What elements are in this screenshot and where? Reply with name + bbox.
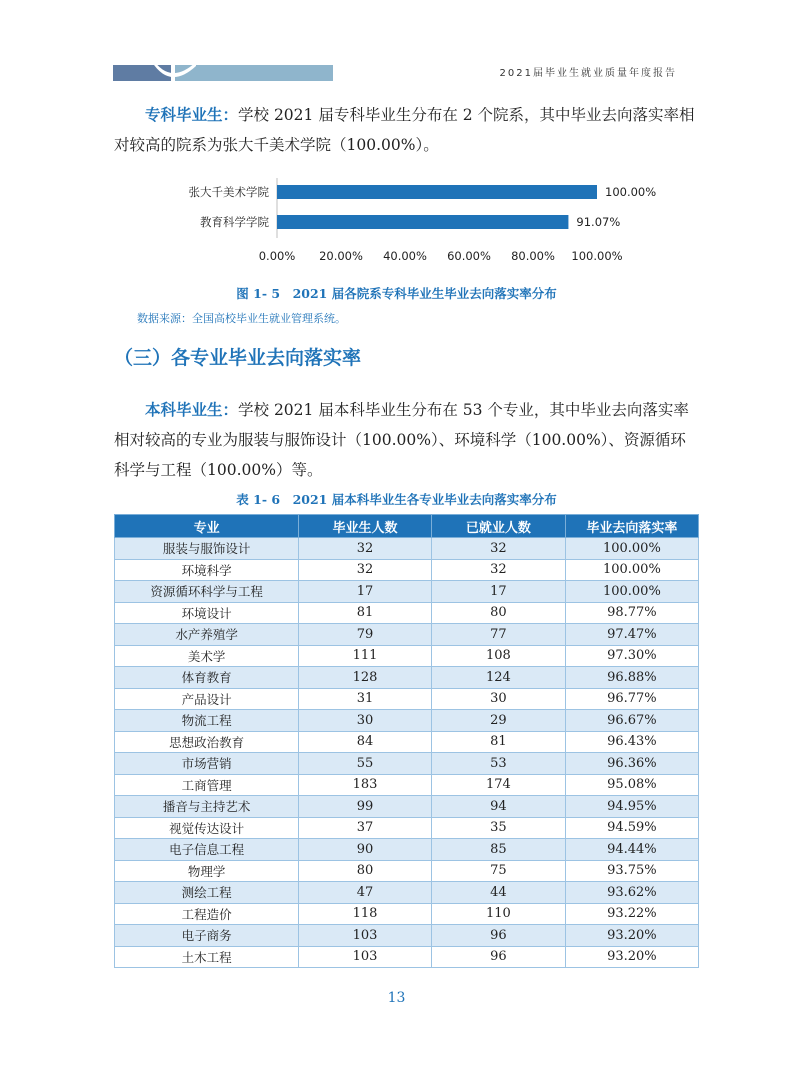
table-row	[115, 645, 699, 667]
cell-graduates: 103	[299, 925, 432, 947]
cell-graduates: 47	[299, 882, 432, 904]
cell-major: 测绘工程	[115, 882, 299, 904]
cell-major: 电子信息工程	[115, 839, 299, 861]
cell-major: 电子商务	[115, 925, 299, 947]
cell-graduates: 90	[299, 839, 432, 861]
cell-employed: 35	[431, 817, 565, 839]
table-row	[115, 903, 699, 925]
cell-employed: 81	[431, 731, 565, 753]
cell-major: 视觉传达设计	[115, 817, 299, 839]
cell-rate: 93.20%	[565, 946, 698, 968]
cell-graduates: 30	[299, 710, 432, 732]
cell-rate: 97.47%	[565, 624, 698, 646]
header-bar-light	[175, 65, 333, 81]
cell-graduates: 118	[299, 903, 432, 925]
cell-employed: 94	[431, 796, 565, 818]
cell-major: 环境科学	[115, 559, 299, 581]
x-tick-label: 40.00%	[383, 249, 427, 263]
cell-employed: 174	[431, 774, 565, 796]
table-caption: 表 1- 6 2021 届本科毕业生各专业毕业去向落实率分布	[236, 492, 557, 507]
cell-rate: 93.62%	[565, 882, 698, 904]
page-number: 13	[387, 990, 406, 1006]
cell-employed: 29	[431, 710, 565, 732]
section-title: （三）各专业毕业去向落实率	[114, 347, 362, 369]
cell-employed: 110	[431, 903, 565, 925]
cell-employed: 80	[431, 602, 565, 624]
cell-major: 工商管理	[115, 774, 299, 796]
table-header-row	[115, 515, 699, 538]
cell-major: 思想政治教育	[115, 731, 299, 753]
paragraph-undergraduate	[114, 395, 699, 485]
x-tick-label: 20.00%	[319, 249, 363, 263]
x-tick-label: 100.00%	[571, 249, 623, 263]
cell-graduates: 79	[299, 624, 432, 646]
table-row	[115, 860, 699, 882]
cell-major: 播音与主持艺术	[115, 796, 299, 818]
cell-rate: 93.20%	[565, 925, 698, 947]
x-tick-label: 80.00%	[511, 249, 555, 263]
header-rate: 毕业去向落实率	[565, 515, 698, 538]
header-major: 专业	[115, 515, 299, 538]
table-row	[115, 925, 699, 947]
cell-rate: 96.77%	[565, 688, 698, 710]
cell-major: 土木工程	[115, 946, 299, 968]
paragraph-text: 学校 2021 届专科毕业生分布在 2 个院系，其中毕业去向落实率相对较高的院系为张大千美术学院（100.00%）。	[114, 106, 695, 154]
table-row	[115, 667, 699, 689]
cell-rate: 97.30%	[565, 645, 698, 667]
cell-rate: 93.75%	[565, 860, 698, 882]
cell-major: 环境设计	[115, 602, 299, 624]
cell-graduates: 17	[299, 581, 432, 603]
cell-employed: 108	[431, 645, 565, 667]
x-tick-label: 0.00%	[258, 249, 296, 263]
cell-graduates: 103	[299, 946, 432, 968]
paragraph-lead: 本科毕业生：	[145, 401, 239, 419]
table-row	[115, 559, 699, 581]
figure-caption: 图 1- 5 2021 届各院系专科毕业生毕业去向落实率分布	[236, 286, 557, 301]
data-label: 100.00%	[605, 185, 657, 199]
cell-employed: 124	[431, 667, 565, 689]
table-row	[115, 602, 699, 624]
cell-rate: 94.44%	[565, 839, 698, 861]
x-tick-label: 60.00%	[447, 249, 491, 263]
paragraph-text: 学校 2021 届本科毕业生分布在 53 个专业，其中毕业去向落实率相对较高的专业为服装与服饰设计（100.00%）、环境科学（100.00%）、资源循环科学与工程（100.00%）等。	[114, 401, 689, 479]
cell-rate: 93.22%	[565, 903, 698, 925]
cell-graduates: 37	[299, 817, 432, 839]
table-row	[115, 753, 699, 775]
cell-employed: 17	[431, 581, 565, 603]
table-row	[115, 774, 699, 796]
table-row	[115, 624, 699, 646]
cell-employed: 96	[431, 946, 565, 968]
cell-major: 水产养殖学	[115, 624, 299, 646]
cell-graduates: 84	[299, 731, 432, 753]
table-row	[115, 688, 699, 710]
header-employed: 已就业人数	[431, 515, 565, 538]
cell-employed: 30	[431, 688, 565, 710]
header-title: 2021届毕业生就业质量年度报告	[499, 68, 677, 79]
bar	[277, 185, 597, 199]
cell-major: 物流工程	[115, 710, 299, 732]
table-row	[115, 710, 699, 732]
cell-employed: 96	[431, 925, 565, 947]
cell-rate: 96.67%	[565, 710, 698, 732]
table-row	[115, 796, 699, 818]
header-logo-swoosh	[150, 56, 198, 84]
major-rate-table	[114, 514, 699, 968]
table-row	[115, 538, 699, 560]
header-graduates: 毕业生人数	[299, 515, 432, 538]
cell-rate: 96.43%	[565, 731, 698, 753]
paragraph-vocational	[114, 100, 699, 160]
cell-graduates: 183	[299, 774, 432, 796]
paragraph-lead: 专科毕业生：	[145, 106, 239, 124]
cell-rate: 100.00%	[565, 559, 698, 581]
cell-major: 服装与服饰设计	[115, 538, 299, 560]
cell-employed: 32	[431, 559, 565, 581]
category-label: 张大千美术学院	[188, 185, 269, 199]
table-row	[115, 581, 699, 603]
cell-major: 美术学	[115, 645, 299, 667]
cell-employed: 77	[431, 624, 565, 646]
cell-rate: 96.88%	[565, 667, 698, 689]
cell-graduates: 32	[299, 538, 432, 560]
bar	[277, 215, 568, 229]
data-source-note: 数据来源：全国高校毕业生就业管理系统。	[137, 312, 346, 325]
cell-major: 工程造价	[115, 903, 299, 925]
cell-major: 体育教育	[115, 667, 299, 689]
cell-rate: 100.00%	[565, 581, 698, 603]
cell-rate: 96.36%	[565, 753, 698, 775]
cell-major: 产品设计	[115, 688, 299, 710]
data-label: 91.07%	[576, 215, 621, 229]
cell-rate: 100.00%	[565, 538, 698, 560]
table-row	[115, 731, 699, 753]
table-row	[115, 946, 699, 968]
cell-rate: 94.59%	[565, 817, 698, 839]
cell-graduates: 111	[299, 645, 432, 667]
cell-major: 市场营销	[115, 753, 299, 775]
cell-employed: 85	[431, 839, 565, 861]
cell-rate: 98.77%	[565, 602, 698, 624]
cell-graduates: 55	[299, 753, 432, 775]
cell-rate: 95.08%	[565, 774, 698, 796]
cell-employed: 44	[431, 882, 565, 904]
cell-rate: 94.95%	[565, 796, 698, 818]
category-label: 教育科学学院	[200, 215, 269, 229]
cell-graduates: 81	[299, 602, 432, 624]
cell-employed: 32	[431, 538, 565, 560]
cell-graduates: 31	[299, 688, 432, 710]
cell-graduates: 32	[299, 559, 432, 581]
table-row	[115, 882, 699, 904]
cell-major: 资源循环科学与工程	[115, 581, 299, 603]
table-body	[115, 538, 699, 968]
cell-graduates: 99	[299, 796, 432, 818]
cell-graduates: 128	[299, 667, 432, 689]
cell-major: 物理学	[115, 860, 299, 882]
bar-chart	[160, 172, 657, 272]
table-row	[115, 839, 699, 861]
cell-employed: 53	[431, 753, 565, 775]
table-row	[115, 817, 699, 839]
cell-employed: 75	[431, 860, 565, 882]
cell-graduates: 80	[299, 860, 432, 882]
